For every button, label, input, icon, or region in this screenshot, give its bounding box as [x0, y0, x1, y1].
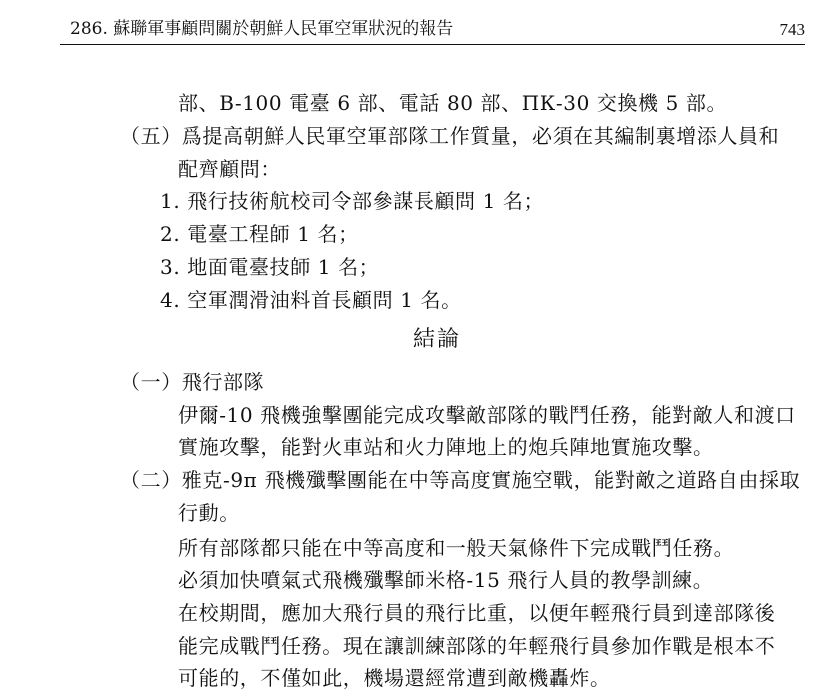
header-rule: [60, 44, 805, 45]
page-header: [60, 18, 805, 40]
section-5-line-1: （五）爲提高朝鮮人民軍空軍部隊工作質量，必須在其編制裏增添人員和: [120, 124, 780, 148]
list-item: 3. 地面電臺技師 1 名；: [160, 255, 380, 279]
continuation-line: 部、B-100 電臺 6 部、電話 80 部、ПК-30 交換機 5 部。: [178, 91, 728, 115]
conclusion-2-line-3: 所有部隊都只能在中等高度和一般天氣條件下完成戰鬥任務。: [178, 536, 735, 560]
conclusion-1-line-1: 伊爾-10 飛機強擊團能完成攻擊敵部隊的戰鬥任務，能對敵人和渡口: [178, 403, 796, 427]
conclusion-1-line-2: 實施攻擊，能對火車站和火力陣地上的炮兵陣地實施攻擊。: [178, 435, 714, 459]
page-number: 743: [779, 20, 805, 39]
list-item: 2. 電臺工程師 1 名；: [160, 222, 359, 246]
conclusion-2-line-6: 能完成戰鬥任務。現在讓訓練部隊的年輕飛行員參加作戰是根本不: [178, 634, 776, 658]
list-item: 4. 空軍潤滑油料首長顧問 1 名。: [160, 288, 462, 312]
conclusion-2-line-5: 在校期間，應加大飛行員的飛行比重，以便年輕飛行員到達部隊後: [178, 601, 776, 625]
conclusion-2-line-4: 必須加快噴氣式飛機殲擊師米格-15 飛行人員的教學訓練。: [178, 568, 714, 592]
conclusion-2-line-1: （二）雅克-9п 飛機殲擊團能在中等高度實施空戰，能對敵之道路自由採取: [120, 468, 801, 492]
conclusion-1-label: （一）飛行部隊: [120, 370, 265, 394]
list-item: 1. 飛行技術航校司令部參謀長顧問 1 名；: [160, 189, 545, 213]
section-5-line-2: 配齊顧問：: [178, 157, 281, 181]
conclusion-2-line-2: 行動。: [178, 501, 240, 525]
conclusion-heading: 結論: [413, 327, 462, 352]
conclusion-2-line-7: 可能的，不僅如此，機場還經常遭到敵機轟炸。: [178, 666, 611, 690]
running-title: 286. 蘇聯軍事顧問關於朝鮮人民軍空軍狀況的報告: [70, 19, 454, 39]
